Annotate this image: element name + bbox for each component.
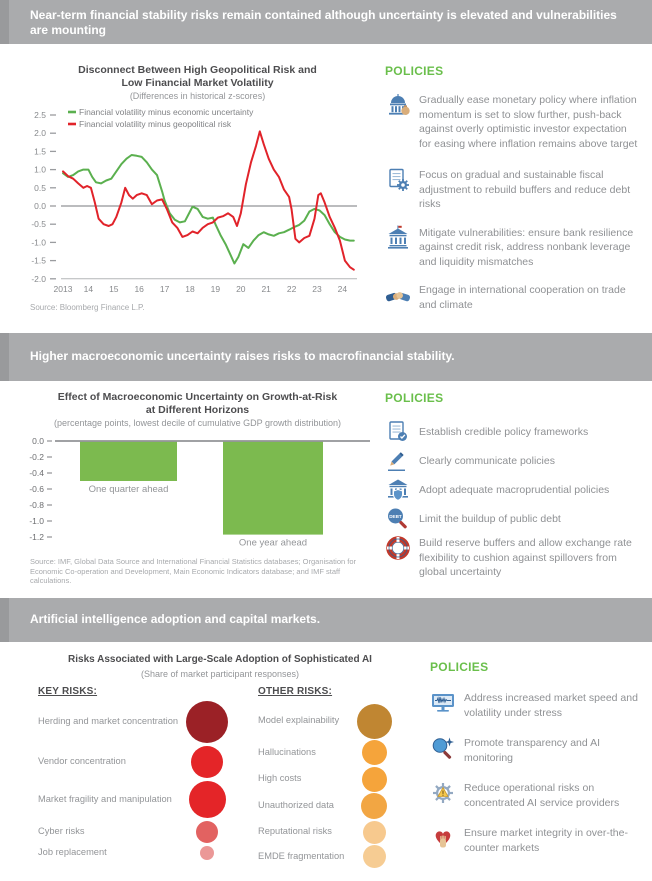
chart1-header xyxy=(25,64,370,101)
svg-text:Financial volatility minus eco: Financial volatility minus economic uncertainty xyxy=(79,107,254,117)
chart2-title-line1: Effect of Macroeconomic Uncertainty on Growth-at-Risk xyxy=(57,391,338,403)
section2-policies xyxy=(385,391,640,583)
key-risks-heading: KEY RISKS: xyxy=(38,686,98,697)
svg-text:15: 15 xyxy=(109,284,119,294)
section3-banner xyxy=(0,598,652,642)
policies-heading: POLICIES xyxy=(385,64,444,78)
risk-bubble xyxy=(361,793,387,819)
section2-banner-text: Higher macroeconomic uncertainty raises risks to macrofinancial stability. xyxy=(30,349,455,363)
banner-edge-strip xyxy=(0,333,9,381)
svg-text:2.5: 2.5 xyxy=(34,110,46,120)
risk-bubble xyxy=(189,781,226,818)
gear-warning-icon xyxy=(430,780,456,806)
risk-bubble xyxy=(362,767,387,792)
policy-item xyxy=(430,690,648,720)
section1-banner-text: Near-term financial stability risks remain contained although uncertainty is elevated and vulnerabilities are mounting xyxy=(30,8,617,37)
chart1-title-line1: Disconnect Between High Geopolitical Risk and xyxy=(78,64,317,76)
chart3-subtitle: (Share of market participant responses) xyxy=(140,668,300,679)
pencil-icon xyxy=(385,448,411,474)
risk-label: Market fragility and manipulation xyxy=(38,793,172,804)
debt-magnifier-icon xyxy=(385,506,411,532)
other-risks-heading: OTHER RISKS: xyxy=(258,686,333,697)
svg-text:17: 17 xyxy=(159,284,170,294)
svg-text:-0.6: -0.6 xyxy=(29,484,44,494)
svg-text:1.0: 1.0 xyxy=(34,164,46,175)
handshake-icon xyxy=(385,282,411,308)
svg-text:0.0: 0.0 xyxy=(34,201,46,211)
policy-text: Clearly communicate policies xyxy=(419,455,555,468)
svg-text:One quarter ahead: One quarter ahead xyxy=(88,484,169,495)
capitol-money-bag-icon xyxy=(385,92,411,118)
svg-text:-0.2: -0.2 xyxy=(29,452,44,462)
risk-label: Job replacement xyxy=(38,847,107,857)
chart2-title xyxy=(25,391,370,416)
document-check-icon xyxy=(385,419,411,445)
svg-text:DEBT: DEBT xyxy=(389,513,402,519)
chart1-title xyxy=(25,64,370,89)
svg-text:21: 21 xyxy=(261,284,271,294)
banner-edge-strip xyxy=(0,0,9,44)
lifebuoy-icon xyxy=(385,535,411,561)
chart2-source: Source: IMF, Global Data Source and International Financial Statistics databases; Organisation for Economic Co-operation and Development, Main Economic Indicators database; and IMF staff calculations. xyxy=(30,557,357,585)
risk-label: Model explainability xyxy=(258,715,340,725)
policy-item xyxy=(385,535,640,580)
policy-text: Address increased market speed and volatility under stress xyxy=(464,692,638,719)
svg-text:-0.8: -0.8 xyxy=(29,500,44,510)
risk-label: High costs xyxy=(258,773,302,783)
policy-item xyxy=(385,92,640,151)
policy-item xyxy=(385,419,640,445)
section3-policies xyxy=(430,660,648,870)
risk-label: Hallucinations xyxy=(258,746,316,757)
policy-item xyxy=(430,780,648,810)
risk-bubble xyxy=(186,701,228,743)
policy-text: Promote transparency and AI monitoring xyxy=(464,737,600,764)
svg-text:2.0: 2.0 xyxy=(34,128,46,139)
risk-label: Cyber risks xyxy=(38,826,85,836)
risk-bubble xyxy=(200,846,214,860)
policy-text: Reduce operational risks on concentrated AI service providers xyxy=(464,782,620,809)
magnifier-sparkle-icon xyxy=(430,735,456,761)
svg-text:0.5: 0.5 xyxy=(34,182,46,193)
svg-text:16: 16 xyxy=(134,284,144,294)
svg-text:-1.5: -1.5 xyxy=(31,255,46,266)
risk-label: Reputational risks xyxy=(258,826,332,836)
svg-text:-1.0: -1.0 xyxy=(31,237,46,248)
svg-text:Financial volatility minus geo: Financial volatility minus geopolitical risk xyxy=(79,119,232,129)
svg-text:2013: 2013 xyxy=(53,284,73,294)
risk-bubble xyxy=(191,746,223,778)
svg-text:22: 22 xyxy=(286,284,297,294)
heart-hand-icon xyxy=(430,825,456,851)
svg-text:14: 14 xyxy=(83,284,94,294)
svg-text:18: 18 xyxy=(185,284,195,294)
risk-bubble xyxy=(357,704,392,739)
policy-text: Adopt adequate macroprudential policies xyxy=(419,484,610,497)
bank-shield-icon xyxy=(385,477,411,503)
risk-label: Vendor concentration xyxy=(38,756,126,766)
chart2-header xyxy=(25,391,370,428)
fiscal-document-gear-icon xyxy=(385,167,411,193)
chart2-title-line2: at Different Horizons xyxy=(145,403,250,416)
policies-heading: POLICIES xyxy=(430,660,489,674)
svg-text:19: 19 xyxy=(210,284,221,294)
svg-text:-1.2: -1.2 xyxy=(29,532,44,542)
svg-text:-1.0: -1.0 xyxy=(29,516,44,526)
svg-text:One year ahead: One year ahead xyxy=(238,537,308,549)
risk-bubble xyxy=(363,845,386,868)
svg-text:20: 20 xyxy=(236,284,246,294)
svg-text:-0.4: -0.4 xyxy=(29,468,44,478)
chart1-subtitle: (Differences in historical z-scores) xyxy=(129,91,266,101)
policy-text: Limit the buildup of public debt xyxy=(419,513,561,526)
risk-bubble xyxy=(362,740,387,765)
policy-text: Focus on gradual and sustainable fiscal adjustment to rebuild buffers and reduce debt risks xyxy=(419,169,631,210)
section3-banner-text: Artificial intelligence adoption and capital markets. xyxy=(30,612,321,626)
svg-text:0.0: 0.0 xyxy=(32,436,44,446)
policy-text: Ensure market integrity in over-the-counter markets xyxy=(464,827,628,854)
policy-item xyxy=(385,506,640,532)
policy-item xyxy=(430,825,648,855)
section1-banner xyxy=(0,0,652,44)
policy-text: Gradually ease monetary policy where inflation momentum is set to slow further, push-back against overly optimistic investor expectation for easing where inflation remains above target xyxy=(419,94,638,150)
risk-label: Unauthorized data xyxy=(258,800,334,810)
policy-item xyxy=(385,448,640,474)
banner-edge-strip xyxy=(0,598,9,642)
svg-text:24: 24 xyxy=(337,284,348,294)
market-monitor-icon xyxy=(430,690,456,716)
svg-text:1.5: 1.5 xyxy=(34,146,46,157)
chart2-subtitle: (percentage points, lowest decile of cumulative GDP growth distribution) xyxy=(54,418,341,428)
policy-text: Mitigate vulnerabilities: ensure bank resilience against credit risk, address nonbank leverage and liquidity mismatches xyxy=(419,226,634,268)
policy-text: Build reserve buffers and allow exchange rate flexibility to cushion against spillovers from global uncertainty xyxy=(419,537,632,578)
svg-text:23: 23 xyxy=(312,284,322,294)
chart3-title: Risks Associated with Large-Scale Adoption of Sophisticated AI xyxy=(68,654,372,665)
risk-bubble xyxy=(363,821,386,844)
svg-text:-2.0: -2.0 xyxy=(31,273,46,284)
risk-label: Herding and market concentration xyxy=(38,716,179,726)
risk-label: EMDE fragmentation xyxy=(258,850,345,861)
section1-policies xyxy=(385,64,640,325)
policy-text: Engage in international cooperation on trade and climate xyxy=(419,284,626,311)
policy-item xyxy=(385,225,640,270)
bank-building-icon xyxy=(385,225,411,251)
growth-at-risk-bar-chart xyxy=(25,430,370,555)
volatility-line-chart xyxy=(25,105,360,301)
policies-heading: POLICIES xyxy=(385,391,444,405)
policy-text: Establish credible policy frameworks xyxy=(419,426,589,439)
policy-item xyxy=(385,477,640,503)
chart1-title-line2: Low Financial Market Volatility xyxy=(121,76,274,89)
chart1-source: Source: Bloomberg Finance L.P. xyxy=(30,303,145,312)
policy-item xyxy=(385,282,640,312)
svg-text:-0.5: -0.5 xyxy=(31,219,46,230)
risk-bubble xyxy=(196,821,218,843)
policy-item xyxy=(430,735,648,765)
policy-item xyxy=(385,167,640,212)
section2-banner xyxy=(0,333,652,381)
